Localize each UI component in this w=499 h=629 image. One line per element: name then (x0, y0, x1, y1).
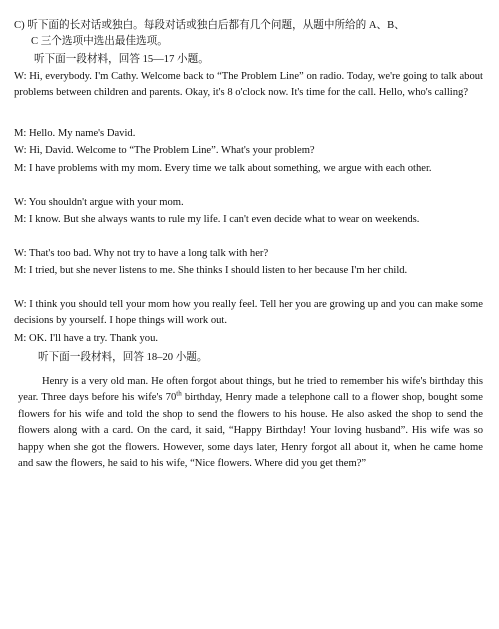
passage-text-part-1: Henry is a very old man. He often forgot about things, but he tried to remember his wife's birthday this year. Three days before his wife's 70 (18, 376, 483, 404)
dialogue-line-10: M: OK. I'll have a try. Thank you. (14, 333, 159, 344)
dialogue-line-7: W: That's too bad. Why not try to have a long talk with her? (14, 248, 269, 259)
section-heading (14, 18, 483, 50)
dialogue-line-8: M: I tried, but she never listens to me. She thinks I should listen to her because I'm her child. (14, 265, 408, 276)
dialogue-line-3: W: Hi, David. Welcome to “The Problem Line”. What's your problem? (14, 145, 315, 156)
dialogue-line-1: W: Hi, everybody. I'm Cathy. Welcome back to “The Problem Line” on radio. Today, we're going to talk about problems between children and parents. Okay, it's 8 o'clock now. It's time for the call. Hello, who's calling? (14, 71, 483, 98)
dialogue-line-5: W: You shouldn't argue with your mom. (14, 197, 184, 208)
section-heading-line-2: C 三个选项中选出最佳选项。 (31, 36, 168, 47)
material-instruction-2: 听下面一段材料，回答 18–20 小题。 (38, 352, 208, 363)
passage-text-part-2: birthday, Henry made a telephone call to a flower shop, bought some flowers for his wife and told the shop to send the flowers to his house. He also asked the shop to send the flowers along with a card. On the card, it said, “Happy Birthday! Your loving husband”. His wife was so happy when she got the flowers. However, some days later, Henry forgot all about it, when he came home and saw the flowers, he said to his wife, “Nice flowers. Where did you get them?” (18, 392, 483, 470)
section-heading-line-1: C) 听下面的长对话或独白。每段对话或独白后都有几个问题，从题中所给的 A、B、 (14, 20, 405, 31)
passage-ordinal-suffix: th (176, 389, 182, 398)
dialogue-line-9: W: I think you should tell your mom how you really feel. Tell her you are growing up and you can make some decisions by yourself. I hope things will work out. (14, 299, 483, 326)
dialogue-line-4: M: I have problems with my mom. Every time we talk about something, we argue with each other. (14, 163, 432, 174)
dialogue-line-2: M: Hello. My name's David. (14, 128, 136, 139)
dialogue-line-6: M: I know. But she always wants to rule my life. I can't even decide what to wear on weekends. (14, 214, 420, 225)
passage-paragraph (18, 374, 483, 472)
material-instruction-1: 听下面一段材料，回答 15—17 小题。 (34, 54, 209, 65)
